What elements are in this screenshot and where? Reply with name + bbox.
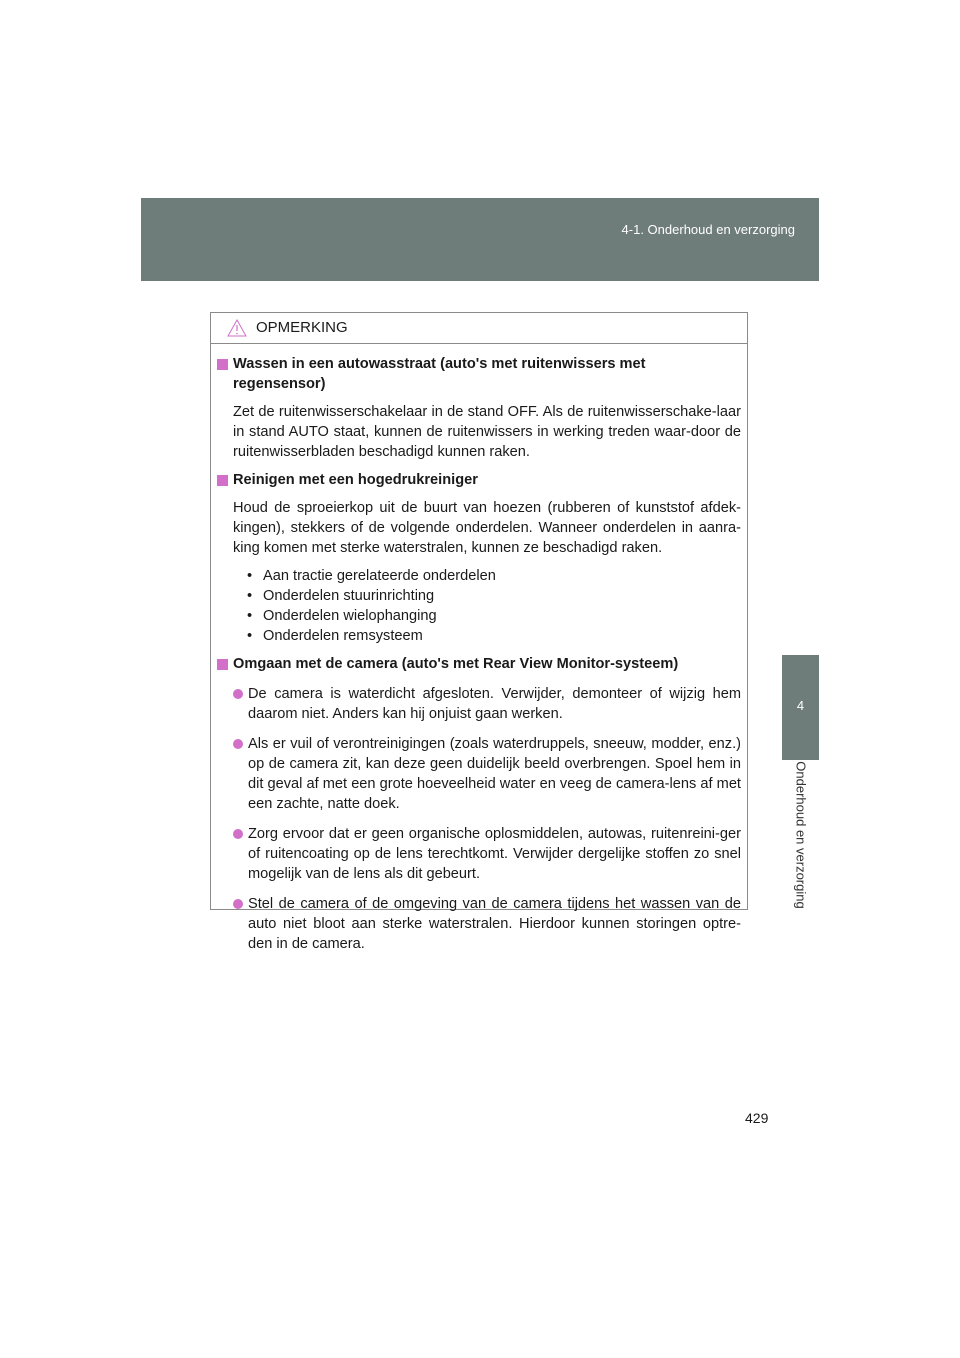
section-heading-text: Omgaan met de camera (auto's met Rear View Monitor-systeem) xyxy=(233,656,679,672)
list-item: De camera is waterdicht afgesloten. Verwijder, demonteer of wijzig hem daarom niet. Anders kan hij onjuist gaan werken. xyxy=(233,684,741,724)
notice-title: OPMERKING xyxy=(256,319,348,336)
notice-header xyxy=(211,313,747,344)
circle-bullet-icon xyxy=(233,829,243,839)
notice-box xyxy=(210,312,748,952)
list-item: Zorg ervoor dat er geen organische oplosmiddelen, autowas, ruitenreini-ger of ruitencoating op de lens terechtkomt. Verwijder dergelijke stoffen zo snel mogelijk van de lens als dit gebeurt. xyxy=(233,824,741,884)
list-item: Stel de camera of de omgeving van de camera tijdens het wassen van de auto niet bloot aan sterke waterstralen. Hierdoor kunnen storingen optre-den in de camera. xyxy=(233,894,741,954)
section-title: 4-1. Onderhoud en verzorging xyxy=(621,222,795,237)
circle-bullet-icon xyxy=(233,739,243,749)
header-band xyxy=(141,198,819,281)
circle-bullet-icon xyxy=(233,689,243,699)
chapter-label: Onderhoud en verzorging xyxy=(793,761,809,909)
section-heading-text: Reinigen met een hogedrukreiniger xyxy=(233,472,478,488)
list-item: • Onderdelen remsysteem xyxy=(247,628,423,644)
square-bullet-icon xyxy=(217,659,228,670)
list-item: • Onderdelen wielophanging xyxy=(247,608,437,624)
list-item: • Aan tractie gerelateerde onderdelen xyxy=(247,568,496,584)
chapter-number: 4 xyxy=(796,698,805,713)
section-paragraph: Zet de ruitenwisserschakelaar in de stand OFF. Als de ruitenwisserschake-laar in stand AUTO staat, kunnen de ruitenwissers in werking treden waar-door de ruitenwisserbladen beschadigd kunnen raken. xyxy=(233,404,741,460)
notice-content xyxy=(211,344,747,954)
section-heading xyxy=(217,354,741,394)
square-bullet-icon xyxy=(217,475,228,486)
square-bullet-icon xyxy=(217,359,228,370)
section-heading xyxy=(217,654,741,674)
circle-bullet-icon xyxy=(233,899,243,909)
list-item: Als er vuil of verontreinigingen (zoals waterdruppels, sneeuw, modder, enz.) op de camera zit, kan deze geen duidelijk beeld overbrengen. Spoel hem in dit geval af met een grote hoeveelheid water en veeg de camera-lens af met een zachte, natte doek. xyxy=(233,734,741,814)
parts-list xyxy=(247,566,741,646)
warning-triangle-icon xyxy=(227,319,247,337)
section-paragraph: Houd de sproeierkop uit de buurt van hoezen (rubberen of kunststof afdek-kingen), stekkers of de volgende onderdelen. Wanneer onderdelen in aanra-king komen met sterke waterstralen, kunnen ze beschadigd raken. xyxy=(233,500,741,556)
chapter-tab xyxy=(782,655,819,760)
list-item: • Onderdelen stuurinrichting xyxy=(247,588,435,604)
section-heading-text: Wassen in een autowasstraat (auto's met ruitenwissers met regensensor) xyxy=(233,356,646,392)
section-heading xyxy=(217,470,741,490)
page-number: 429 xyxy=(745,1110,769,1126)
